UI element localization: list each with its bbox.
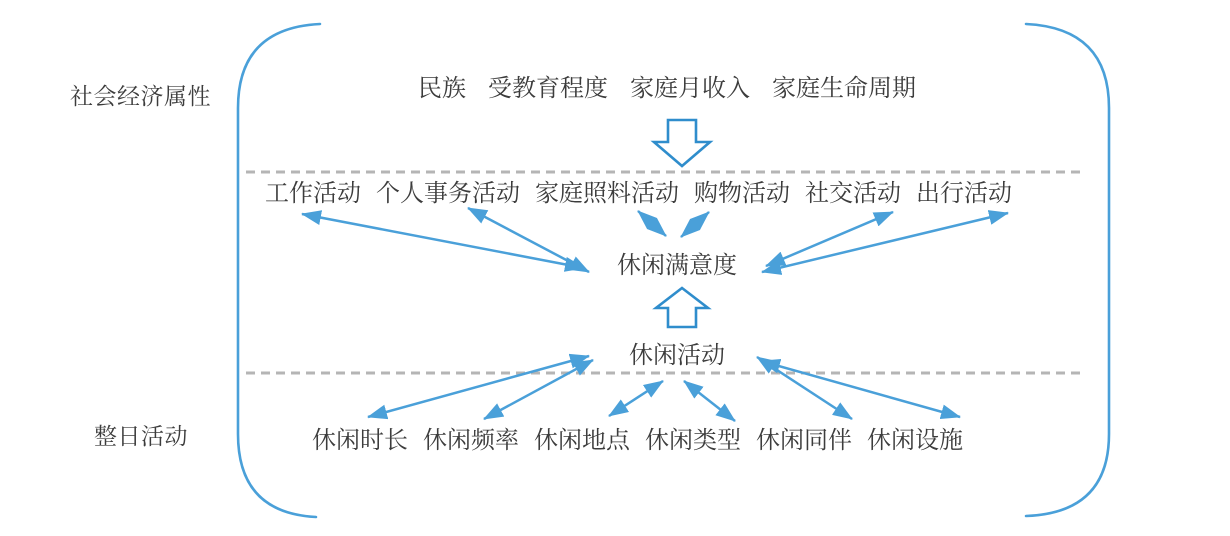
diagram-term: 出行活动 [916,181,1012,207]
diagram-term: 家庭照料活动 [535,181,679,207]
arrow-leisure-location [609,381,663,416]
arrow-family-care [638,211,666,236]
diagram-term: 休闲地点 [534,428,630,454]
right-round-bracket [1026,24,1109,516]
arrow-social [766,212,893,266]
arrow-leisure-frequency [484,360,593,419]
diagram-term: 休闲频率 [423,428,519,454]
arrow-personal-affairs [468,208,589,272]
hollow-down-arrow-icon [654,120,710,166]
label-socioeconomic-attributes: 社会经济属性 [70,84,211,109]
label-leisure-satisfaction: 休闲满意度 [617,253,737,279]
arrow-leisure-companion [757,357,852,419]
arrow-leisure-type [684,381,735,421]
label-leisure-activity: 休闲活动 [629,343,725,369]
hollow-up-arrow-icon [656,288,708,327]
diagram-term: 休闲类型 [645,428,741,454]
diagram-term: 家庭生命周期 [772,76,916,102]
diagram-term: 休闲时长 [312,428,408,454]
socioeconomic-variables-row [418,76,916,104]
diagram-term: 休闲设施 [867,428,963,454]
diagram-term: 工作活动 [265,181,361,207]
leisure-attributes-row [312,428,963,456]
arrow-shopping [681,212,709,237]
diagram-term: 家庭月收入 [630,76,750,102]
diagram-term: 购物活动 [694,181,790,207]
left-round-bracket [238,24,320,517]
diagram-term: 受教育程度 [488,76,608,102]
arrow-travel [762,213,1008,272]
diagram-term: 民族 [418,76,466,102]
label-all-day-activity: 整日活动 [94,424,188,449]
arrow-work-activity [302,214,584,268]
diagram-term: 社交活动 [805,181,901,207]
diagram-term: 个人事务活动 [376,181,520,207]
diagram-term: 休闲同伴 [756,428,852,454]
daily-activities-row [265,181,1012,209]
arrow-leisure-facility [761,361,960,417]
arrow-leisure-duration [368,356,589,417]
